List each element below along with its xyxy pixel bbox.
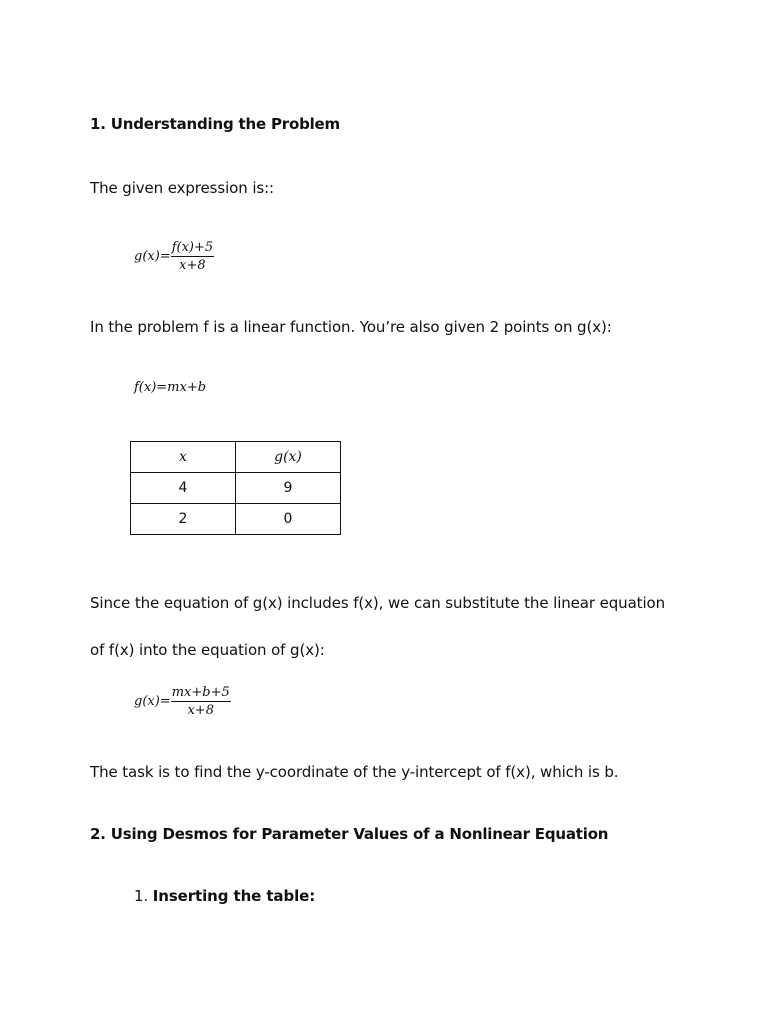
eq1-denominator: x+8 (179, 258, 206, 273)
eq1-numerator: f(x)+5 (171, 240, 214, 255)
table-cell: 0 (236, 504, 341, 535)
eq2-lhs: g(x)= (134, 694, 171, 709)
equation-g-substituted (134, 685, 231, 718)
task-text: The task is to find the y-coordinate of the y-intercept of f(x), which is b. (90, 763, 619, 781)
linear-function-text: In the problem f is a linear function. You’re also given 2 points on g(x): (90, 318, 612, 336)
substitute-text-line1: Since the equation of g(x) includes f(x), we can substitute the linear equation (90, 594, 666, 612)
table-cell: 9 (236, 473, 341, 504)
eq1-fraction (171, 240, 214, 273)
equation-f-linear: f(x)=mx+b (134, 380, 207, 395)
table-cell: 2 (131, 504, 236, 535)
substitute-text-line2: of f(x) into the equation of g(x): (90, 641, 325, 659)
table-header-row (131, 442, 341, 473)
section2-heading: 2. Using Desmos for Parameter Values of a Nonlinear Equation (90, 825, 609, 843)
table-row (131, 473, 341, 504)
section1-heading: 1. Understanding the Problem (90, 115, 340, 133)
table-cell: 4 (131, 473, 236, 504)
intro-text: The given expression is:: (90, 179, 275, 197)
eq2-fraction (171, 685, 231, 718)
points-table (130, 441, 341, 535)
eq1-lhs: g(x)= (134, 249, 171, 264)
step1-number: 1. (134, 887, 149, 905)
table-header-gx: g(x) (236, 442, 341, 473)
step1-item (134, 887, 315, 905)
eq2-denominator: x+8 (187, 703, 214, 718)
table-row (131, 504, 341, 535)
equation-g-of-f (134, 240, 214, 273)
step1-label: Inserting the table: (152, 887, 316, 905)
eq2-numerator: mx+b+5 (171, 685, 230, 700)
table-header-x: x (131, 442, 236, 473)
